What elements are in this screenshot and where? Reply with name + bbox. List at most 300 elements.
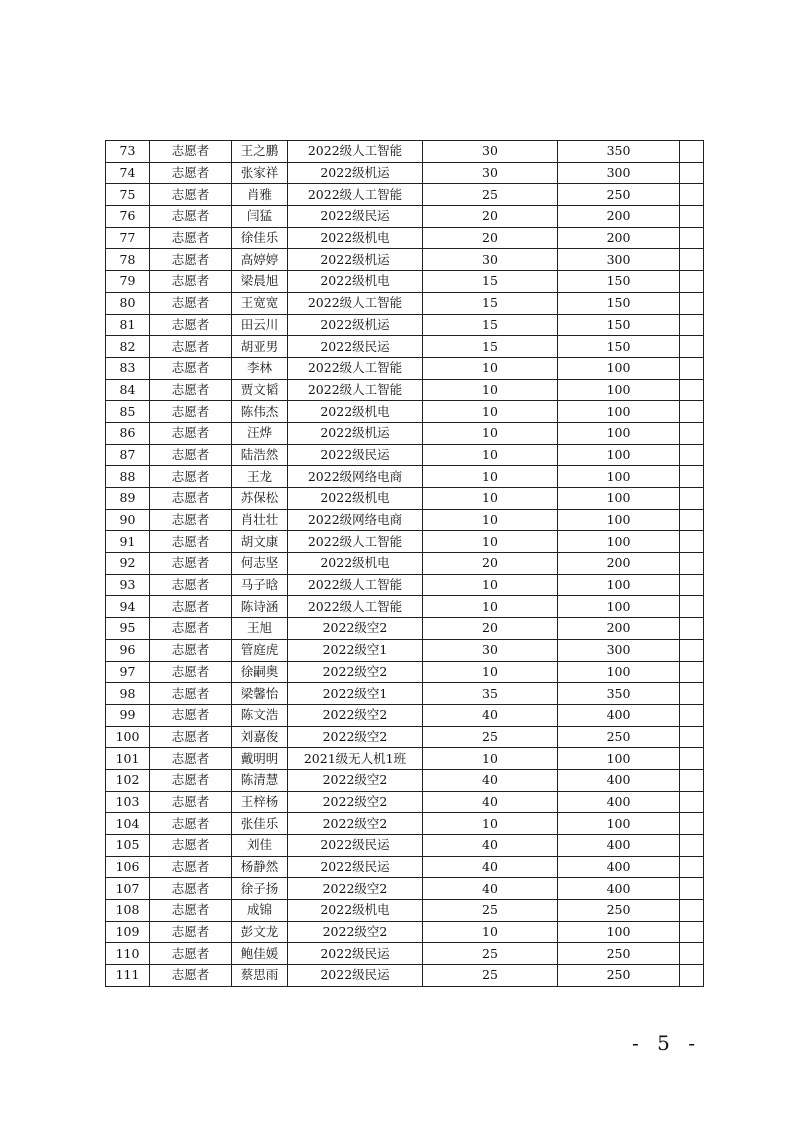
hours-cell: 10	[423, 531, 558, 553]
volunteer-table	[105, 140, 704, 987]
name-cell: 张家祥	[232, 162, 288, 184]
name-cell: 胡文康	[232, 531, 288, 553]
table-row	[106, 488, 704, 510]
class-cell: 2022级空1	[288, 683, 423, 705]
note-cell	[680, 206, 704, 228]
table-row	[106, 769, 704, 791]
role-cell: 志愿者	[150, 661, 232, 683]
points-cell: 150	[558, 336, 680, 358]
table-row	[106, 466, 704, 488]
hours-cell: 30	[423, 141, 558, 163]
table-row	[106, 444, 704, 466]
hours-cell: 10	[423, 357, 558, 379]
hours-cell: 20	[423, 227, 558, 249]
points-cell: 100	[558, 531, 680, 553]
row-number-cell: 101	[106, 748, 150, 770]
name-cell: 苏保松	[232, 488, 288, 510]
note-cell	[680, 488, 704, 510]
points-cell: 100	[558, 813, 680, 835]
row-number-cell: 107	[106, 878, 150, 900]
table-row	[106, 292, 704, 314]
note-cell	[680, 943, 704, 965]
name-cell: 成锦	[232, 900, 288, 922]
row-number-cell: 79	[106, 271, 150, 293]
class-cell: 2022级机电	[288, 227, 423, 249]
points-cell: 150	[558, 314, 680, 336]
role-cell: 志愿者	[150, 618, 232, 640]
name-cell: 王宽宽	[232, 292, 288, 314]
table-row	[106, 531, 704, 553]
note-cell	[680, 531, 704, 553]
row-number-cell: 98	[106, 683, 150, 705]
class-cell: 2022级人工智能	[288, 141, 423, 163]
table-row	[106, 227, 704, 249]
note-cell	[680, 835, 704, 857]
role-cell: 志愿者	[150, 748, 232, 770]
class-cell: 2022级网络电商	[288, 466, 423, 488]
name-cell: 陈清慧	[232, 769, 288, 791]
role-cell: 志愿者	[150, 488, 232, 510]
hours-cell: 30	[423, 162, 558, 184]
name-cell: 王旭	[232, 618, 288, 640]
note-cell	[680, 401, 704, 423]
role-cell: 志愿者	[150, 401, 232, 423]
role-cell: 志愿者	[150, 141, 232, 163]
points-cell: 300	[558, 162, 680, 184]
note-cell	[680, 466, 704, 488]
points-cell: 250	[558, 943, 680, 965]
role-cell: 志愿者	[150, 900, 232, 922]
role-cell: 志愿者	[150, 206, 232, 228]
points-cell: 350	[558, 141, 680, 163]
name-cell: 彭文龙	[232, 921, 288, 943]
hours-cell: 25	[423, 943, 558, 965]
name-cell: 陈诗涵	[232, 596, 288, 618]
points-cell: 100	[558, 509, 680, 531]
name-cell: 王梓杨	[232, 791, 288, 813]
note-cell	[680, 639, 704, 661]
hours-cell: 25	[423, 184, 558, 206]
row-number-cell: 78	[106, 249, 150, 271]
table-row	[106, 835, 704, 857]
class-cell: 2022级空2	[288, 661, 423, 683]
points-cell: 250	[558, 900, 680, 922]
role-cell: 志愿者	[150, 227, 232, 249]
row-number-cell: 80	[106, 292, 150, 314]
class-cell: 2022级机运	[288, 249, 423, 271]
name-cell: 闫猛	[232, 206, 288, 228]
table-row	[106, 184, 704, 206]
hours-cell: 35	[423, 683, 558, 705]
class-cell: 2022级空2	[288, 878, 423, 900]
table-row	[106, 596, 704, 618]
class-cell: 2022级机电	[288, 401, 423, 423]
points-cell: 400	[558, 856, 680, 878]
hours-cell: 10	[423, 574, 558, 596]
name-cell: 贾文韬	[232, 379, 288, 401]
row-number-cell: 89	[106, 488, 150, 510]
class-cell: 2021级无人机1班	[288, 748, 423, 770]
class-cell: 2022级民运	[288, 856, 423, 878]
row-number-cell: 108	[106, 900, 150, 922]
points-cell: 200	[558, 618, 680, 640]
role-cell: 志愿者	[150, 422, 232, 444]
points-cell: 100	[558, 379, 680, 401]
hours-cell: 10	[423, 596, 558, 618]
name-cell: 鲍佳媛	[232, 943, 288, 965]
name-cell: 徐子扬	[232, 878, 288, 900]
points-cell: 200	[558, 227, 680, 249]
class-cell: 2022级民运	[288, 943, 423, 965]
note-cell	[680, 249, 704, 271]
role-cell: 志愿者	[150, 357, 232, 379]
class-cell: 2022级人工智能	[288, 292, 423, 314]
class-cell: 2022级空2	[288, 726, 423, 748]
row-number-cell: 94	[106, 596, 150, 618]
points-cell: 150	[558, 292, 680, 314]
hours-cell: 25	[423, 900, 558, 922]
name-cell: 王之鹏	[232, 141, 288, 163]
note-cell	[680, 965, 704, 987]
hours-cell: 15	[423, 292, 558, 314]
note-cell	[680, 856, 704, 878]
class-cell: 2022级机电	[288, 271, 423, 293]
role-cell: 志愿者	[150, 531, 232, 553]
hours-cell: 40	[423, 878, 558, 900]
points-cell: 400	[558, 704, 680, 726]
hours-cell: 40	[423, 856, 558, 878]
row-number-cell: 109	[106, 921, 150, 943]
row-number-cell: 99	[106, 704, 150, 726]
points-cell: 250	[558, 184, 680, 206]
points-cell: 400	[558, 878, 680, 900]
row-number-cell: 87	[106, 444, 150, 466]
table-row	[106, 943, 704, 965]
hours-cell: 10	[423, 813, 558, 835]
table-row	[106, 379, 704, 401]
hours-cell: 25	[423, 726, 558, 748]
table-row	[106, 271, 704, 293]
table-row	[106, 813, 704, 835]
role-cell: 志愿者	[150, 249, 232, 271]
hours-cell: 30	[423, 639, 558, 661]
table-row	[106, 574, 704, 596]
table-row	[106, 618, 704, 640]
points-cell: 350	[558, 683, 680, 705]
role-cell: 志愿者	[150, 292, 232, 314]
note-cell	[680, 357, 704, 379]
name-cell: 梁晨旭	[232, 271, 288, 293]
row-number-cell: 75	[106, 184, 150, 206]
note-cell	[680, 748, 704, 770]
table-row	[106, 965, 704, 987]
role-cell: 志愿者	[150, 965, 232, 987]
hours-cell: 20	[423, 206, 558, 228]
table-row	[106, 357, 704, 379]
row-number-cell: 83	[106, 357, 150, 379]
note-cell	[680, 379, 704, 401]
role-cell: 志愿者	[150, 574, 232, 596]
row-number-cell: 91	[106, 531, 150, 553]
name-cell: 胡亚男	[232, 336, 288, 358]
points-cell: 100	[558, 596, 680, 618]
hours-cell: 10	[423, 661, 558, 683]
note-cell	[680, 314, 704, 336]
class-cell: 2022级机电	[288, 553, 423, 575]
note-cell	[680, 596, 704, 618]
row-number-cell: 106	[106, 856, 150, 878]
table-row	[106, 206, 704, 228]
note-cell	[680, 900, 704, 922]
note-cell	[680, 444, 704, 466]
class-cell: 2022级空2	[288, 813, 423, 835]
class-cell: 2022级空2	[288, 791, 423, 813]
table-row	[106, 748, 704, 770]
table-row	[106, 726, 704, 748]
hours-cell: 10	[423, 509, 558, 531]
name-cell: 何志坚	[232, 553, 288, 575]
row-number-cell: 82	[106, 336, 150, 358]
class-cell: 2022级机运	[288, 162, 423, 184]
row-number-cell: 97	[106, 661, 150, 683]
role-cell: 志愿者	[150, 379, 232, 401]
note-cell	[680, 813, 704, 835]
points-cell: 100	[558, 422, 680, 444]
hours-cell: 10	[423, 748, 558, 770]
table-row	[106, 336, 704, 358]
note-cell	[680, 184, 704, 206]
note-cell	[680, 769, 704, 791]
note-cell	[680, 921, 704, 943]
hours-cell: 20	[423, 553, 558, 575]
name-cell: 马子晗	[232, 574, 288, 596]
note-cell	[680, 791, 704, 813]
note-cell	[680, 141, 704, 163]
table-row	[106, 639, 704, 661]
points-cell: 200	[558, 553, 680, 575]
name-cell: 陈伟杰	[232, 401, 288, 423]
row-number-cell: 84	[106, 379, 150, 401]
role-cell: 志愿者	[150, 878, 232, 900]
hours-cell: 15	[423, 336, 558, 358]
points-cell: 100	[558, 401, 680, 423]
hours-cell: 15	[423, 271, 558, 293]
table-row	[106, 249, 704, 271]
note-cell	[680, 553, 704, 575]
points-cell: 300	[558, 249, 680, 271]
table-row	[106, 683, 704, 705]
name-cell: 戴明明	[232, 748, 288, 770]
table-row	[106, 661, 704, 683]
points-cell: 300	[558, 639, 680, 661]
points-cell: 100	[558, 488, 680, 510]
row-number-cell: 92	[106, 553, 150, 575]
role-cell: 志愿者	[150, 943, 232, 965]
note-cell	[680, 683, 704, 705]
row-number-cell: 81	[106, 314, 150, 336]
page-number: - 5 -	[632, 1031, 701, 1055]
name-cell: 管庭虎	[232, 639, 288, 661]
hours-cell: 10	[423, 444, 558, 466]
name-cell: 肖壮壮	[232, 509, 288, 531]
class-cell: 2022级空2	[288, 769, 423, 791]
name-cell: 徐嗣奥	[232, 661, 288, 683]
role-cell: 志愿者	[150, 314, 232, 336]
row-number-cell: 96	[106, 639, 150, 661]
note-cell	[680, 878, 704, 900]
class-cell: 2022级人工智能	[288, 379, 423, 401]
hours-cell: 10	[423, 488, 558, 510]
table-row	[106, 878, 704, 900]
row-number-cell: 86	[106, 422, 150, 444]
note-cell	[680, 336, 704, 358]
name-cell: 陆浩然	[232, 444, 288, 466]
name-cell: 徐佳乐	[232, 227, 288, 249]
table-row	[106, 314, 704, 336]
row-number-cell: 104	[106, 813, 150, 835]
role-cell: 志愿者	[150, 835, 232, 857]
name-cell: 刘嘉俊	[232, 726, 288, 748]
name-cell: 田云川	[232, 314, 288, 336]
class-cell: 2022级人工智能	[288, 184, 423, 206]
hours-cell: 20	[423, 618, 558, 640]
class-cell: 2022级机电	[288, 900, 423, 922]
role-cell: 志愿者	[150, 444, 232, 466]
row-number-cell: 95	[106, 618, 150, 640]
note-cell	[680, 726, 704, 748]
row-number-cell: 105	[106, 835, 150, 857]
points-cell: 400	[558, 835, 680, 857]
points-cell: 150	[558, 271, 680, 293]
name-cell: 高婷婷	[232, 249, 288, 271]
points-cell: 400	[558, 769, 680, 791]
points-cell: 200	[558, 206, 680, 228]
row-number-cell: 100	[106, 726, 150, 748]
row-number-cell: 103	[106, 791, 150, 813]
role-cell: 志愿者	[150, 856, 232, 878]
role-cell: 志愿者	[150, 336, 232, 358]
note-cell	[680, 227, 704, 249]
hours-cell: 10	[423, 466, 558, 488]
points-cell: 100	[558, 444, 680, 466]
hours-cell: 10	[423, 379, 558, 401]
name-cell: 肖雅	[232, 184, 288, 206]
role-cell: 志愿者	[150, 813, 232, 835]
table-row	[106, 401, 704, 423]
points-cell: 250	[558, 726, 680, 748]
class-cell: 2022级人工智能	[288, 531, 423, 553]
row-number-cell: 110	[106, 943, 150, 965]
hours-cell: 30	[423, 249, 558, 271]
role-cell: 志愿者	[150, 553, 232, 575]
note-cell	[680, 509, 704, 531]
name-cell: 汪烨	[232, 422, 288, 444]
class-cell: 2022级民运	[288, 835, 423, 857]
role-cell: 志愿者	[150, 184, 232, 206]
table-row	[106, 141, 704, 163]
role-cell: 志愿者	[150, 162, 232, 184]
points-cell: 100	[558, 921, 680, 943]
hours-cell: 40	[423, 769, 558, 791]
note-cell	[680, 422, 704, 444]
name-cell: 陈文浩	[232, 704, 288, 726]
row-number-cell: 102	[106, 769, 150, 791]
row-number-cell: 88	[106, 466, 150, 488]
points-cell: 100	[558, 661, 680, 683]
row-number-cell: 111	[106, 965, 150, 987]
table-row	[106, 162, 704, 184]
note-cell	[680, 704, 704, 726]
row-number-cell: 74	[106, 162, 150, 184]
points-cell: 100	[558, 466, 680, 488]
hours-cell: 40	[423, 791, 558, 813]
hours-cell: 15	[423, 314, 558, 336]
name-cell: 张佳乐	[232, 813, 288, 835]
role-cell: 志愿者	[150, 509, 232, 531]
role-cell: 志愿者	[150, 726, 232, 748]
table-row	[106, 921, 704, 943]
table-row	[106, 509, 704, 531]
row-number-cell: 77	[106, 227, 150, 249]
table-row	[106, 791, 704, 813]
hours-cell: 25	[423, 965, 558, 987]
class-cell: 2022级网络电商	[288, 509, 423, 531]
row-number-cell: 93	[106, 574, 150, 596]
class-cell: 2022级空1	[288, 639, 423, 661]
class-cell: 2022级空2	[288, 704, 423, 726]
table-row	[106, 553, 704, 575]
class-cell: 2022级民运	[288, 444, 423, 466]
name-cell: 梁馨怡	[232, 683, 288, 705]
class-cell: 2022级人工智能	[288, 574, 423, 596]
class-cell: 2022级民运	[288, 336, 423, 358]
note-cell	[680, 271, 704, 293]
name-cell: 刘佳	[232, 835, 288, 857]
class-cell: 2022级机电	[288, 488, 423, 510]
role-cell: 志愿者	[150, 791, 232, 813]
row-number-cell: 90	[106, 509, 150, 531]
class-cell: 2022级人工智能	[288, 357, 423, 379]
class-cell: 2022级机运	[288, 314, 423, 336]
class-cell: 2022级空2	[288, 921, 423, 943]
volunteer-table-body	[106, 141, 704, 987]
class-cell: 2022级民运	[288, 206, 423, 228]
hours-cell: 10	[423, 401, 558, 423]
role-cell: 志愿者	[150, 683, 232, 705]
table-row	[106, 422, 704, 444]
points-cell: 100	[558, 748, 680, 770]
hours-cell: 40	[423, 704, 558, 726]
role-cell: 志愿者	[150, 466, 232, 488]
table-row	[106, 704, 704, 726]
row-number-cell: 73	[106, 141, 150, 163]
row-number-cell: 76	[106, 206, 150, 228]
table-row	[106, 900, 704, 922]
points-cell: 100	[558, 357, 680, 379]
points-cell: 400	[558, 791, 680, 813]
role-cell: 志愿者	[150, 769, 232, 791]
class-cell: 2022级人工智能	[288, 596, 423, 618]
role-cell: 志愿者	[150, 596, 232, 618]
row-number-cell: 85	[106, 401, 150, 423]
role-cell: 志愿者	[150, 639, 232, 661]
class-cell: 2022级民运	[288, 965, 423, 987]
note-cell	[680, 618, 704, 640]
class-cell: 2022级空2	[288, 618, 423, 640]
name-cell: 蔡思雨	[232, 965, 288, 987]
class-cell: 2022级机运	[288, 422, 423, 444]
hours-cell: 40	[423, 835, 558, 857]
